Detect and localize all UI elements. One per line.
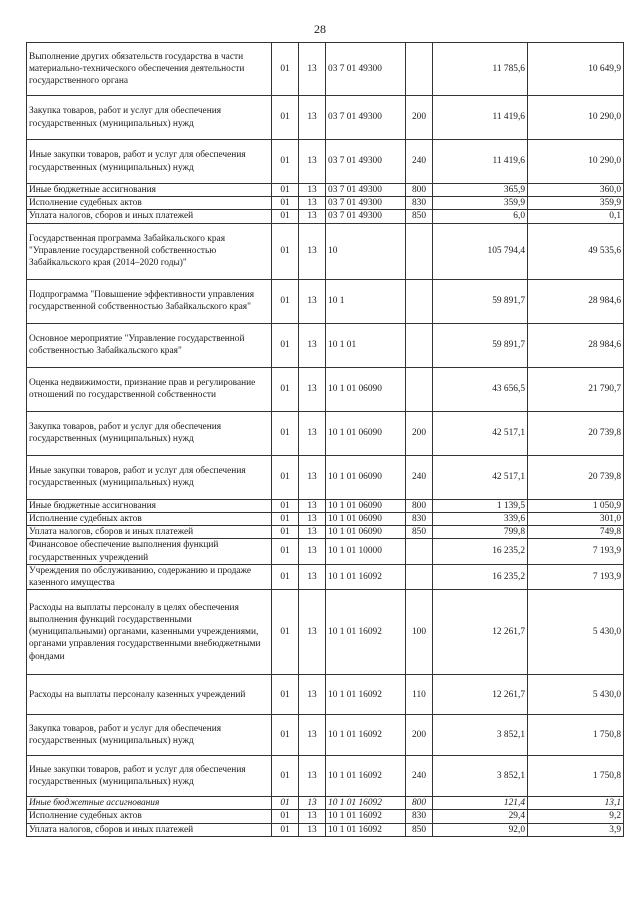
row-name: Закупка товаров, работ и услуг для обеспечения государственных (муниципальных) нужд (27, 96, 272, 140)
row-name: Расходы на выплаты персоналу в целях обеспечения выполнения функций государственными (муниципальными) органами, казенными учреждениями, органами управления государственными внебюджетными фондами (27, 590, 272, 675)
row-target-article: 03 7 01 49300 (326, 96, 406, 140)
row-target-article: 10 1 01 16092 (326, 823, 406, 836)
row-section: 01 (272, 823, 299, 836)
row-name: Исполнение судебных актов (27, 197, 272, 210)
row-name: Иные закупки товаров, работ и услуг для обеспечения государственных (муниципальных) нужд (27, 455, 272, 499)
row-section: 01 (272, 797, 299, 810)
row-amount-executed: 28 984,6 (528, 279, 624, 323)
row-subsection: 13 (299, 823, 326, 836)
row-amount-planned: 11 419,6 (433, 140, 528, 184)
row-section: 01 (272, 197, 299, 210)
row-target-article: 10 1 01 16092 (326, 590, 406, 675)
table-row (27, 96, 624, 140)
table-row (27, 367, 624, 411)
row-amount-executed: 5 430,0 (528, 675, 624, 715)
row-name: Расходы на выплаты персоналу казенных учреждений (27, 675, 272, 715)
table-row (27, 823, 624, 836)
table-row (27, 499, 624, 512)
row-name: Иные закупки товаров, работ и услуг для обеспечения государственных (муниципальных) нужд (27, 140, 272, 184)
row-target-article: 10 1 01 06090 (326, 499, 406, 512)
row-expense-type (406, 43, 433, 96)
table-row (27, 564, 624, 589)
table-row (27, 810, 624, 823)
row-section: 01 (272, 564, 299, 589)
row-expense-type (406, 539, 433, 564)
row-subsection: 13 (299, 140, 326, 184)
row-subsection: 13 (299, 279, 326, 323)
row-expense-type: 850 (406, 210, 433, 223)
row-amount-planned: 12 261,7 (433, 590, 528, 675)
row-amount-planned: 16 235,2 (433, 539, 528, 564)
row-subsection: 13 (299, 526, 326, 539)
row-amount-executed: 49 535,6 (528, 223, 624, 279)
row-subsection: 13 (299, 210, 326, 223)
row-amount-executed: 360,0 (528, 184, 624, 197)
row-section: 01 (272, 526, 299, 539)
row-target-article: 10 1 01 16092 (326, 564, 406, 589)
row-amount-planned: 799,8 (433, 526, 528, 539)
row-subsection: 13 (299, 184, 326, 197)
table-row (27, 512, 624, 525)
row-amount-planned: 42 517,1 (433, 455, 528, 499)
row-section: 01 (272, 715, 299, 756)
row-name: Иные бюджетные ассигнования (27, 184, 272, 197)
row-target-article: 10 (326, 223, 406, 279)
table-row (27, 43, 624, 96)
row-section: 01 (272, 411, 299, 455)
row-subsection: 13 (299, 715, 326, 756)
row-amount-planned: 3 852,1 (433, 715, 528, 756)
row-target-article: 10 1 01 10000 (326, 539, 406, 564)
row-section: 01 (272, 223, 299, 279)
row-section: 01 (272, 455, 299, 499)
row-amount-planned: 359,9 (433, 197, 528, 210)
row-target-article: 10 1 (326, 279, 406, 323)
row-amount-executed: 5 430,0 (528, 590, 624, 675)
row-target-article: 10 1 01 06090 (326, 526, 406, 539)
row-expense-type: 850 (406, 526, 433, 539)
row-expense-type (406, 279, 433, 323)
row-amount-executed: 7 193,9 (528, 539, 624, 564)
row-section: 01 (272, 810, 299, 823)
row-section: 01 (272, 499, 299, 512)
row-amount-executed: 28 984,6 (528, 323, 624, 367)
row-amount-executed: 10 290,0 (528, 96, 624, 140)
row-expense-type: 200 (406, 96, 433, 140)
row-expense-type: 830 (406, 810, 433, 823)
row-amount-planned: 43 656,5 (433, 367, 528, 411)
row-expense-type: 800 (406, 184, 433, 197)
row-section: 01 (272, 96, 299, 140)
table-row (27, 455, 624, 499)
row-subsection: 13 (299, 564, 326, 589)
row-target-article: 10 1 01 16092 (326, 715, 406, 756)
row-name: Основное мероприятие "Управление государственной собственностью Забайкальского края" (27, 323, 272, 367)
row-section: 01 (272, 43, 299, 96)
row-amount-executed: 13,1 (528, 797, 624, 810)
table-row (27, 323, 624, 367)
row-amount-planned: 59 891,7 (433, 279, 528, 323)
row-section: 01 (272, 512, 299, 525)
row-amount-executed: 1 750,8 (528, 715, 624, 756)
row-amount-planned: 12 261,7 (433, 675, 528, 715)
row-amount-planned: 11 419,6 (433, 96, 528, 140)
row-target-article: 10 1 01 06090 (326, 367, 406, 411)
row-section: 01 (272, 279, 299, 323)
row-section: 01 (272, 756, 299, 797)
row-expense-type (406, 323, 433, 367)
table-row (27, 526, 624, 539)
table-row (27, 539, 624, 564)
row-section: 01 (272, 323, 299, 367)
row-expense-type: 100 (406, 590, 433, 675)
row-target-article: 10 1 01 16092 (326, 756, 406, 797)
row-amount-planned: 1 139,5 (433, 499, 528, 512)
row-name: Иные бюджетные ассигнования (27, 797, 272, 810)
table-row (27, 210, 624, 223)
table-row (27, 184, 624, 197)
row-target-article: 03 7 01 49300 (326, 140, 406, 184)
row-expense-type: 830 (406, 512, 433, 525)
row-amount-executed: 21 790,7 (528, 367, 624, 411)
row-target-article: 10 1 01 06090 (326, 512, 406, 525)
row-subsection: 13 (299, 455, 326, 499)
row-name: Учреждения по обслуживанию, содержанию и продаже казенного имущества (27, 564, 272, 589)
table-row (27, 140, 624, 184)
row-subsection: 13 (299, 323, 326, 367)
row-amount-executed: 359,9 (528, 197, 624, 210)
row-expense-type: 800 (406, 797, 433, 810)
row-amount-executed: 1 750,8 (528, 756, 624, 797)
row-subsection: 13 (299, 539, 326, 564)
row-expense-type (406, 367, 433, 411)
table-row (27, 223, 624, 279)
row-amount-planned: 365,9 (433, 184, 528, 197)
row-amount-executed: 7 193,9 (528, 564, 624, 589)
row-name: Оценка недвижимости, признание прав и регулирование отношений по государственной собственности (27, 367, 272, 411)
row-expense-type: 850 (406, 823, 433, 836)
row-amount-planned: 59 891,7 (433, 323, 528, 367)
row-amount-planned: 339,6 (433, 512, 528, 525)
row-expense-type: 200 (406, 715, 433, 756)
row-target-article: 10 1 01 (326, 323, 406, 367)
row-section: 01 (272, 539, 299, 564)
row-expense-type: 240 (406, 455, 433, 499)
row-target-article: 10 1 01 06090 (326, 411, 406, 455)
row-section: 01 (272, 184, 299, 197)
row-subsection: 13 (299, 411, 326, 455)
row-amount-planned: 42 517,1 (433, 411, 528, 455)
row-name: Уплата налогов, сборов и иных платежей (27, 210, 272, 223)
row-subsection: 13 (299, 367, 326, 411)
table-row (27, 715, 624, 756)
row-expense-type: 800 (406, 499, 433, 512)
row-subsection: 13 (299, 197, 326, 210)
row-amount-planned: 16 235,2 (433, 564, 528, 589)
page-number: 28 (314, 22, 326, 36)
row-name: Иные закупки товаров, работ и услуг для обеспечения государственных (муниципальных) нужд (27, 756, 272, 797)
row-subsection: 13 (299, 96, 326, 140)
row-subsection: 13 (299, 756, 326, 797)
table-row (27, 590, 624, 675)
row-subsection: 13 (299, 499, 326, 512)
row-amount-planned: 92,0 (433, 823, 528, 836)
row-subsection: 13 (299, 590, 326, 675)
row-subsection: 13 (299, 675, 326, 715)
table-row (27, 411, 624, 455)
row-name: Уплата налогов, сборов и иных платежей (27, 526, 272, 539)
table-row (27, 197, 624, 210)
row-expense-type: 110 (406, 675, 433, 715)
row-target-article: 10 1 01 06090 (326, 455, 406, 499)
row-expense-type: 200 (406, 411, 433, 455)
row-amount-executed: 3,9 (528, 823, 624, 836)
row-target-article: 10 1 01 16092 (326, 810, 406, 823)
row-name: Иные бюджетные ассигнования (27, 499, 272, 512)
row-expense-type: 240 (406, 756, 433, 797)
row-expense-type: 830 (406, 197, 433, 210)
row-amount-executed: 0,1 (528, 210, 624, 223)
row-amount-planned: 105 794,4 (433, 223, 528, 279)
row-target-article: 03 7 01 49300 (326, 184, 406, 197)
row-amount-executed: 20 739,8 (528, 455, 624, 499)
row-amount-planned: 121,4 (433, 797, 528, 810)
budget-table (26, 42, 624, 837)
row-amount-executed: 20 739,8 (528, 411, 624, 455)
row-subsection: 13 (299, 797, 326, 810)
row-target-article: 10 1 01 16092 (326, 797, 406, 810)
row-name: Выполнение других обязательств государства в части материально-технического обеспечения деятельности государственного органа (27, 43, 272, 96)
table-row (27, 797, 624, 810)
row-name: Уплата налогов, сборов и иных платежей (27, 823, 272, 836)
row-subsection: 13 (299, 512, 326, 525)
row-name: Закупка товаров, работ и услуг для обеспечения государственных (муниципальных) нужд (27, 715, 272, 756)
row-amount-executed: 749,8 (528, 526, 624, 539)
table-row (27, 756, 624, 797)
row-name: Закупка товаров, работ и услуг для обеспечения государственных (муниципальных) нужд (27, 411, 272, 455)
row-section: 01 (272, 210, 299, 223)
row-section: 01 (272, 675, 299, 715)
row-expense-type (406, 223, 433, 279)
row-amount-planned: 11 785,6 (433, 43, 528, 96)
row-target-article: 03 7 01 49300 (326, 210, 406, 223)
row-expense-type: 240 (406, 140, 433, 184)
row-target-article: 03 7 01 49300 (326, 43, 406, 96)
table-row (27, 675, 624, 715)
row-name: Исполнение судебных актов (27, 512, 272, 525)
row-amount-executed: 10 649,9 (528, 43, 624, 96)
row-amount-executed: 10 290,0 (528, 140, 624, 184)
row-amount-planned: 29,4 (433, 810, 528, 823)
row-name: Исполнение судебных актов (27, 810, 272, 823)
row-target-article: 10 1 01 16092 (326, 675, 406, 715)
row-section: 01 (272, 367, 299, 411)
row-expense-type (406, 564, 433, 589)
row-name: Подпрограмма "Повышение эффективности управления государственной собственностью Забайкальского края" (27, 279, 272, 323)
row-amount-executed: 301,0 (528, 512, 624, 525)
row-amount-planned: 6,0 (433, 210, 528, 223)
row-subsection: 13 (299, 223, 326, 279)
budget-table-body (27, 43, 624, 837)
row-amount-executed: 9,2 (528, 810, 624, 823)
row-name: Государственная программа Забайкальского края "Управление государственной собственностью Забайкальского края (2014–2020 годы)" (27, 223, 272, 279)
row-target-article: 03 7 01 49300 (326, 197, 406, 210)
row-name: Финансовое обеспечение выполнения функций государственных учреждений (27, 539, 272, 564)
row-section: 01 (272, 140, 299, 184)
row-amount-planned: 3 852,1 (433, 756, 528, 797)
row-section: 01 (272, 590, 299, 675)
row-subsection: 13 (299, 810, 326, 823)
row-subsection: 13 (299, 43, 326, 96)
table-row (27, 279, 624, 323)
row-amount-executed: 1 050,9 (528, 499, 624, 512)
